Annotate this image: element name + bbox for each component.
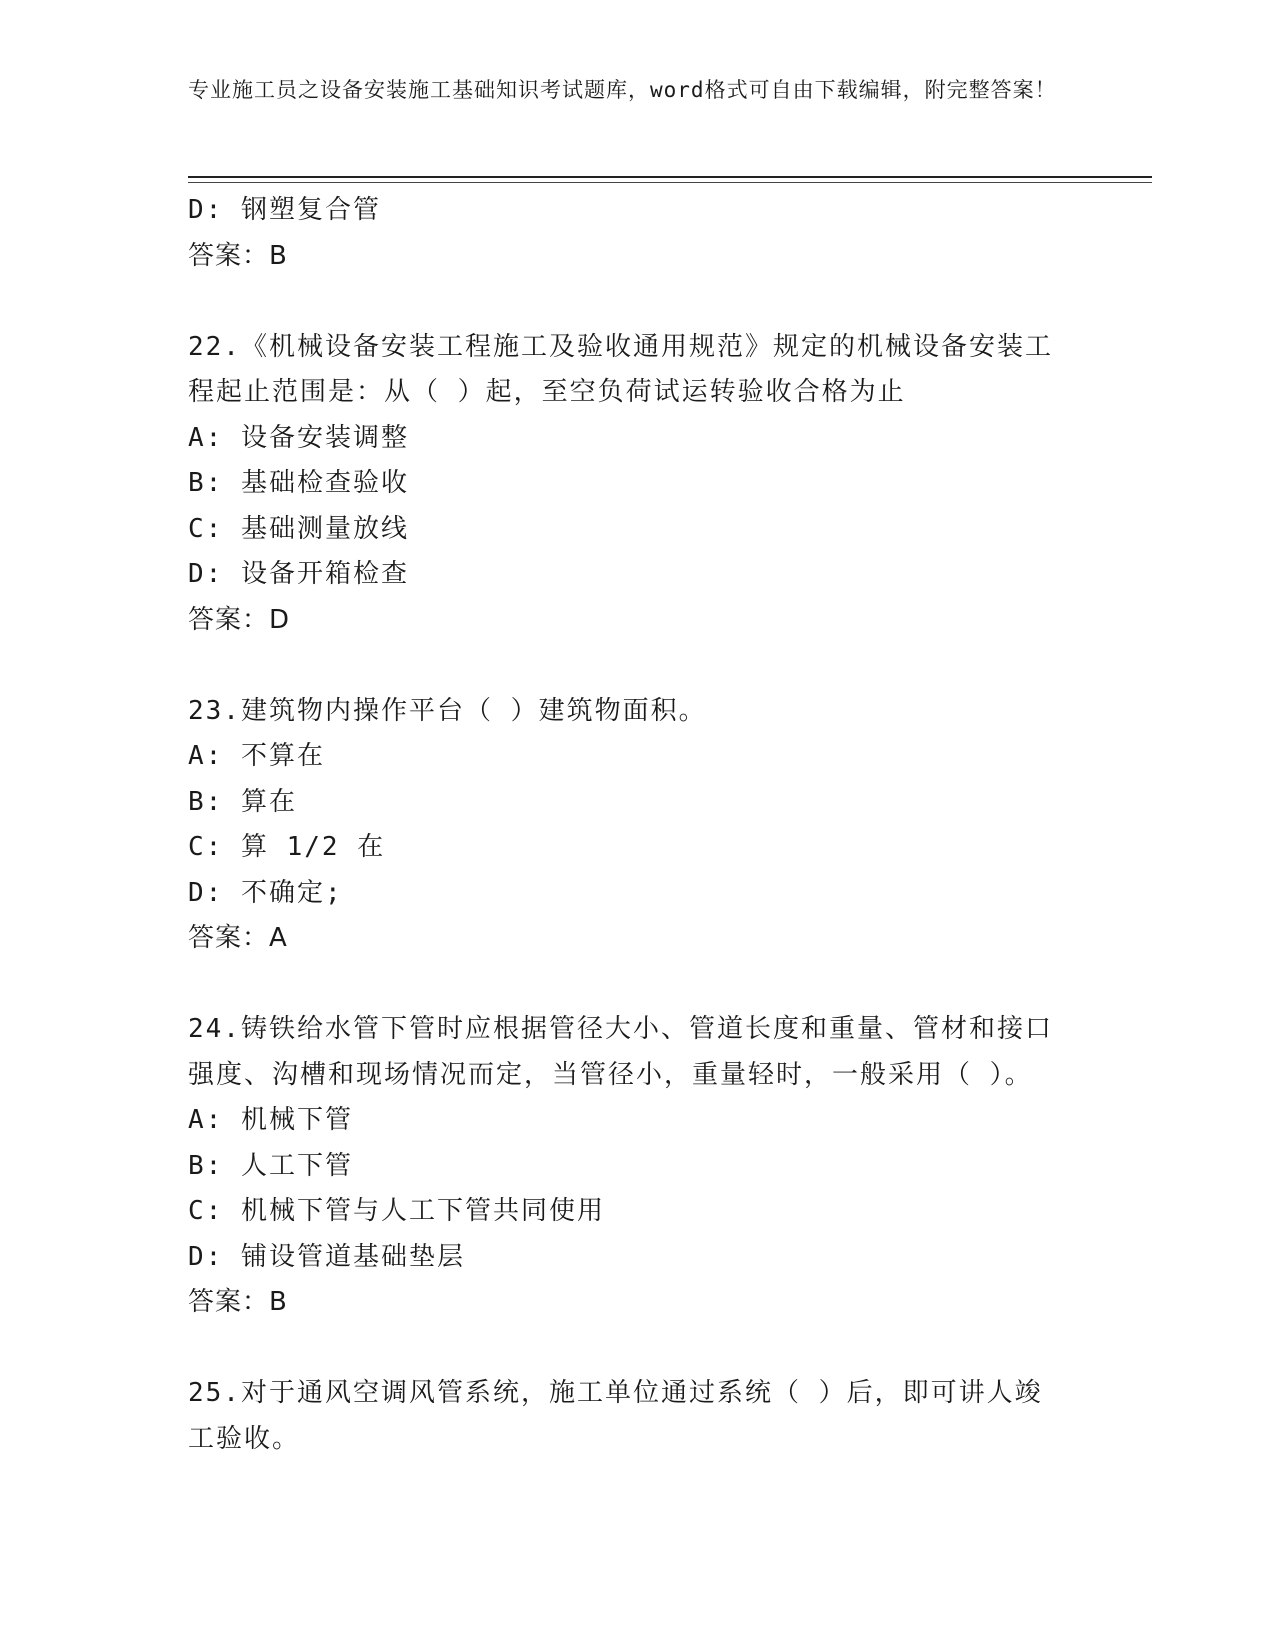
option-c: C: 机械下管与人工下管共同使用 xyxy=(188,1196,605,1226)
question-stem: 22.《机械设备安装工程施工及验收通用规范》规定的机械设备安装工 xyxy=(188,331,1053,362)
question-stem-continued: 程起止范围是：从（ ）起，至空负荷试运转验收合格为止 xyxy=(188,377,906,407)
option-b: B: 算在 xyxy=(188,786,297,817)
question-22 xyxy=(188,325,1088,644)
option-c: C: 算 1/2 在 xyxy=(188,832,386,862)
option-d: D: 钢塑复合管 xyxy=(188,195,381,225)
answer-line: 答案：B xyxy=(188,1287,288,1317)
question-stem: 24.铸铁给水管下管时应根据管径大小、管道长度和重量、管材和接口 xyxy=(188,1014,1053,1044)
document-header: 专业施工员之设备安装施工基础知识考试题库，word格式可自由下载编辑，附完整答案！ xyxy=(188,78,1057,102)
option-a: A: 不算在 xyxy=(188,741,325,771)
question-stem: 23.建筑物内操作平台（ ）建筑物面积。 xyxy=(188,695,707,726)
answer-line: 答案：D xyxy=(188,604,291,635)
answer-line: 答案：A xyxy=(188,923,288,953)
option-a: A: 设备安装调整 xyxy=(188,422,409,453)
question-23 xyxy=(188,689,1088,962)
answer-line: 答案：B xyxy=(188,240,288,271)
question-stem: 25.对于通风空调风管系统，施工单位通过系统（ ）后，即可讲人竣 xyxy=(188,1378,1043,1408)
option-d: D: 铺设管道基础垫层 xyxy=(188,1241,465,1272)
document-body xyxy=(188,188,1088,1462)
continued-question xyxy=(188,188,1088,279)
question-25 xyxy=(188,1371,1088,1462)
option-b: B: 人工下管 xyxy=(188,1150,353,1181)
option-c: C: 基础测量放线 xyxy=(188,513,409,544)
question-24 xyxy=(188,1007,1088,1326)
option-d: D: 设备开箱检查 xyxy=(188,559,409,589)
option-b: B: 基础检查验收 xyxy=(188,468,409,498)
option-a: A: 机械下管 xyxy=(188,1105,353,1135)
header-divider-thick xyxy=(188,176,1152,178)
question-stem-continued: 工验收。 xyxy=(188,1423,301,1454)
option-d: D: 不确定; xyxy=(188,877,343,908)
question-stem-continued: 强度、沟槽和现场情况而定，当管径小，重量轻时，一般采用（ ）。 xyxy=(188,1059,1033,1090)
header-divider-thin xyxy=(188,182,1152,183)
